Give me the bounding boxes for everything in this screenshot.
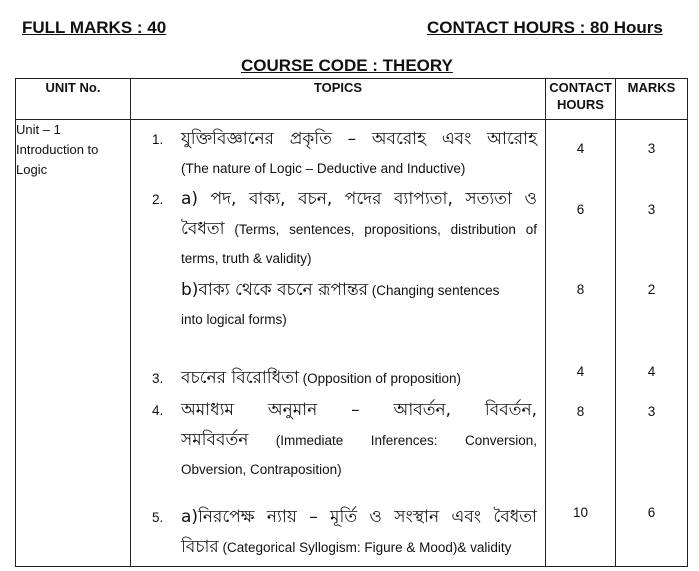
column-header-contact-hours — [546, 79, 616, 120]
column-header-unit: UNIT No. — [16, 79, 131, 120]
topic-english-text: (Terms, sentences, propositions, distribution of — [224, 222, 537, 237]
marks-value: 3 — [647, 141, 656, 156]
topic-bengali-text: b)বাক্য থেকে বচনে রূপান্তর — [181, 280, 369, 300]
topic-english-text: Obversion, Contraposition) — [181, 462, 342, 477]
course-code-heading: COURSE CODE : THEORY — [241, 56, 453, 75]
column-header-hours-line1: CONTACT — [549, 80, 612, 95]
hours-value: 8 — [576, 282, 585, 297]
unit-cell — [16, 120, 131, 567]
hours-value: 6 — [576, 202, 585, 217]
topic-number: 5. — [152, 510, 164, 525]
topic-english-text: (Changing sentences — [368, 283, 500, 298]
column-header-topics: TOPICS — [131, 79, 546, 120]
topic-bengali-text: বচনের বিরোধিতা — [181, 368, 299, 388]
topic-english-text: (The nature of Logic – Deductive and Inductive) — [181, 161, 466, 176]
topic-bengali-text: বৈধতা — [181, 219, 225, 239]
marks-value: 3 — [647, 202, 656, 217]
hours-value: 8 — [576, 404, 585, 419]
full-marks-heading: FULL MARKS : 40 — [22, 18, 167, 37]
column-header-hours-line2: HOURS — [557, 97, 604, 112]
topic-bengali-text: সমবিবর্তন — [181, 430, 249, 450]
table-row — [16, 120, 688, 567]
marks-value: 6 — [647, 505, 656, 520]
topic-bengali-text: যুক্তিবিজ্ঞানের প্রকৃতি – অবরোহ এবং আরোহ — [181, 129, 537, 149]
topic-number: 1. — [152, 132, 164, 147]
marks-value: 4 — [647, 364, 656, 379]
column-header-marks: MARKS — [616, 79, 688, 120]
table-header-row — [16, 79, 688, 120]
topic-bengali-text: বিচার — [181, 537, 219, 557]
topic-bengali-text: a)নিরপেক্ষ ন্যায় – মূর্তি ও সংস্থান এবং বৈধতা — [181, 507, 537, 527]
hours-value: 4 — [576, 141, 585, 156]
topic-bengali-text: a) পদ, বাক্য, বচন, পদের ব্যাপ্যতা, সত্যতা ও — [181, 189, 537, 209]
hours-value: 10 — [572, 505, 589, 520]
topic-bengali-text: অমাধ্যম অনুমান – আবর্তন, বিবর্তন, — [181, 400, 537, 420]
topic-number: 3. — [152, 371, 164, 386]
syllabus-table — [15, 78, 688, 567]
topics-cell — [131, 120, 546, 567]
topic-english-text: (Categorical Syllogism: Figure & Mood)& validity — [218, 540, 512, 555]
topic-number: 4. — [152, 403, 164, 418]
unit-title: Introduction to Logic — [16, 142, 99, 177]
marks-cell — [616, 120, 688, 567]
hours-value: 4 — [576, 364, 585, 379]
topic-english-text: (Immediate Inferences: Conversion, — [248, 433, 537, 448]
contact-hours-heading: CONTACT HOURS : 80 Hours — [427, 18, 663, 37]
marks-value: 2 — [647, 282, 656, 297]
unit-number: Unit – 1 — [16, 122, 61, 137]
contact-hours-cell — [546, 120, 616, 567]
topic-number: 2. — [152, 192, 164, 207]
topic-english-text: terms, truth & validity) — [181, 251, 312, 266]
marks-value: 3 — [647, 404, 656, 419]
topic-english-text: into logical forms) — [181, 312, 287, 327]
topic-english-text: (Opposition of proposition) — [298, 371, 461, 386]
